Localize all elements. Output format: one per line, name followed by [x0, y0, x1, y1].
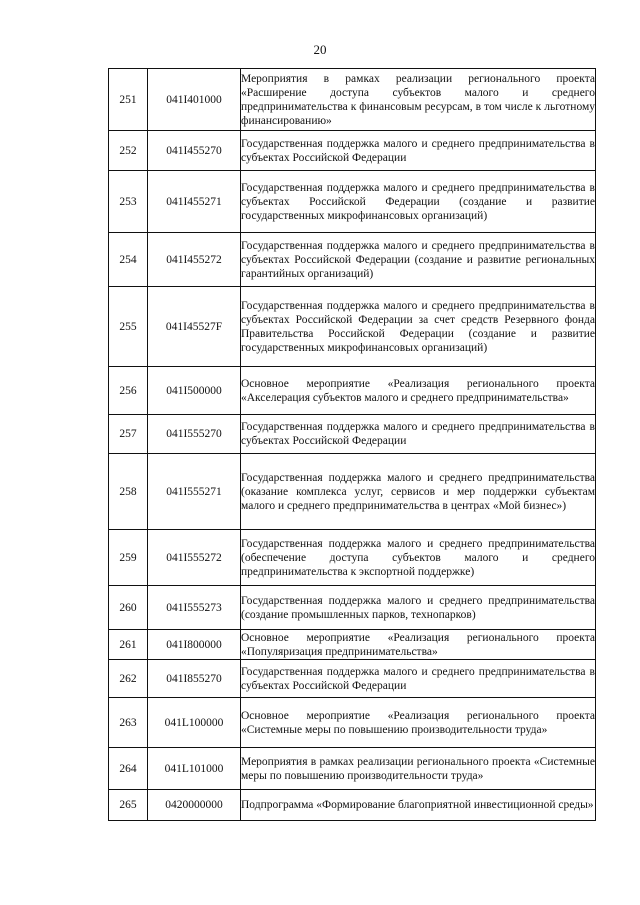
row-number: 263 [109, 698, 148, 748]
table-row [109, 367, 596, 415]
row-number: 265 [109, 790, 148, 821]
row-number: 251 [109, 69, 148, 131]
row-description: Государственная поддержка малого и среднего предпринимательства в субъектах Российской Федерации (создание и развитие региональных гарантийных организаций) [241, 233, 596, 287]
table-row [109, 131, 596, 171]
row-number: 255 [109, 287, 148, 367]
row-code: 041I455271 [148, 171, 241, 233]
row-description: Мероприятия в рамках реализации регионального проекта «Системные меры по повышению производительности труда» [241, 748, 596, 790]
row-code: 041I855270 [148, 660, 241, 698]
row-number: 259 [109, 530, 148, 586]
row-number: 257 [109, 415, 148, 454]
row-description: Государственная поддержка малого и среднего предпринимательства (оказание комплекса услуг, сервисов и мер поддержки субъектам малого и среднего предпринимательства в центрах «Мой бизнес») [241, 454, 596, 530]
table-row [109, 660, 596, 698]
row-number: 264 [109, 748, 148, 790]
row-description: Государственная поддержка малого и среднего предпринимательства (обеспечение доступа субъектов малого и среднего предпринимательства к экспортной поддержке) [241, 530, 596, 586]
row-number: 253 [109, 171, 148, 233]
row-description: Государственная поддержка малого и среднего предпринимательства в субъектах Российской Федерации за счет средств Резервного фонда Правительства Российской Федерации (создание и развитие государственных микрофинансовых организаций) [241, 287, 596, 367]
table-row [109, 69, 596, 131]
row-code: 041I455270 [148, 131, 241, 171]
row-description: Государственная поддержка малого и среднего предпринимательства в субъектах Российской Федерации [241, 131, 596, 171]
row-description: Основное мероприятие «Реализация регионального проекта «Популяризация предпринимательства» [241, 631, 595, 658]
budget-code-table [108, 68, 596, 821]
row-description: Государственная поддержка малого и среднего предпринимательства (создание промышленных парков, технопарков) [241, 586, 596, 630]
row-description: Государственная поддержка малого и среднего предпринимательства в субъектах Российской Федерации [241, 660, 596, 698]
table-row [109, 586, 596, 630]
row-code: 041I500000 [148, 367, 241, 415]
row-code: 041I555270 [148, 415, 241, 454]
row-number: 261 [109, 630, 148, 660]
row-code: 0420000000 [148, 790, 241, 821]
table-row [109, 454, 596, 530]
row-code: 041I555272 [148, 530, 241, 586]
row-code: 041I455272 [148, 233, 241, 287]
page-number: 20 [313, 42, 327, 57]
table-row [109, 287, 596, 367]
row-number: 258 [109, 454, 148, 530]
row-description: Государственная поддержка малого и среднего предпринимательства в субъектах Российской Федерации [241, 415, 596, 454]
table-row [109, 790, 596, 821]
table-row [109, 171, 596, 233]
table-row [109, 698, 596, 748]
row-number: 262 [109, 660, 148, 698]
row-code: 041I555273 [148, 586, 241, 630]
row-number: 252 [109, 131, 148, 171]
row-number: 254 [109, 233, 148, 287]
row-description: Основное мероприятие «Реализация регионального проекта «Акселерация субъектов малого и среднего предпринимательства» [241, 367, 596, 415]
row-code: 041L100000 [148, 698, 241, 748]
table-row [109, 415, 596, 454]
row-description: Подпрограмма «Формирование благоприятной инвестиционной среды» [241, 790, 596, 821]
row-number: 260 [109, 586, 148, 630]
row-description: Государственная поддержка малого и среднего предпринимательства в субъектах Российской Федерации (создание и развитие государственных микрофинансовых организаций) [241, 171, 596, 233]
table-row [109, 530, 596, 586]
row-description: Мероприятия в рамках реализации регионального проекта «Расширение доступа субъектов малого и среднего предпринимательства к финансовым ресурсам, в том числе к льготному финансированию» [241, 69, 596, 131]
row-code: 041L101000 [148, 748, 241, 790]
row-code: 041I800000 [148, 630, 241, 660]
row-code: 041I555271 [148, 454, 241, 530]
table-row [109, 233, 596, 287]
table-row [109, 630, 596, 660]
row-code: 041I45527F [148, 287, 241, 367]
row-number: 256 [109, 367, 148, 415]
table-row [109, 748, 596, 790]
row-description: Основное мероприятие «Реализация регионального проекта «Системные меры по повышению производительности труда» [241, 698, 596, 748]
row-code: 041I401000 [148, 69, 241, 131]
